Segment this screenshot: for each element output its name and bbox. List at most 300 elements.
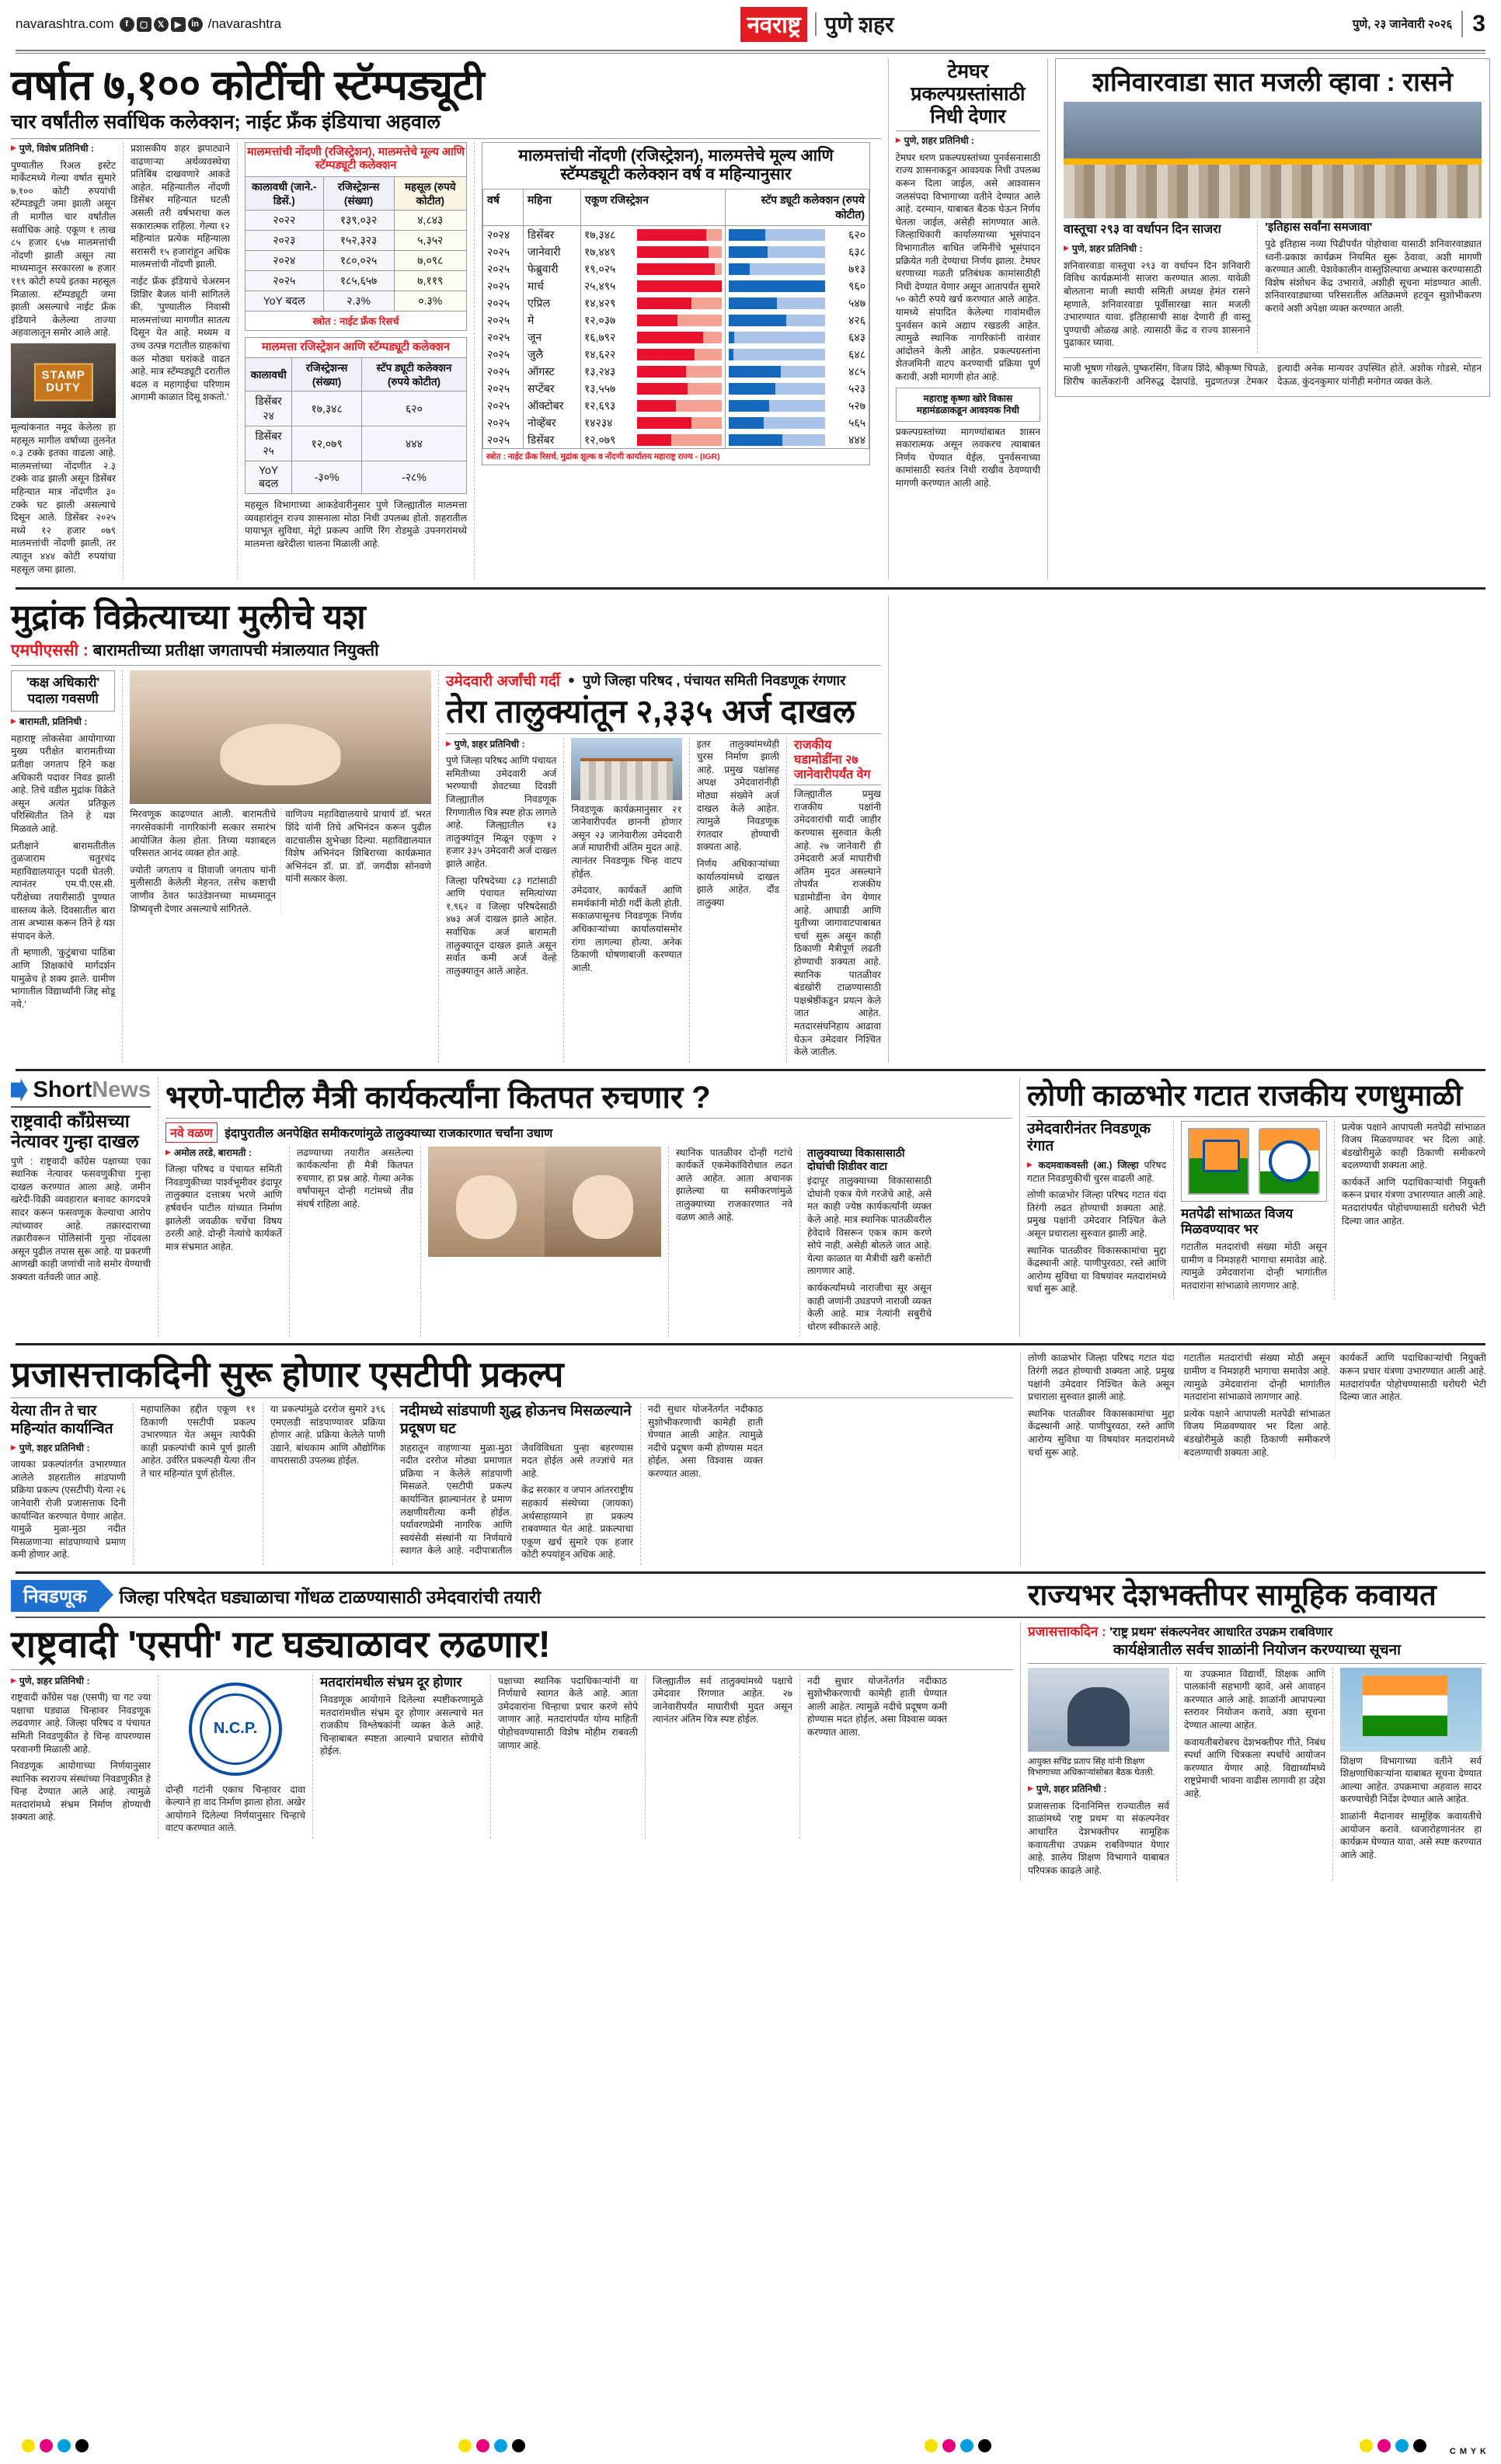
reg-dots-3 bbox=[925, 2439, 991, 2452]
chart-title: मालमत्तांची नोंदणी (रजिस्ट्रेशन), मालमत्तेचे मूल्य आणि स्टॅम्पड्यूटी कलेक्शन वर्ष व महिन्यानुसार bbox=[518, 147, 834, 184]
stampduty-value: ५६५ bbox=[848, 416, 865, 429]
registration-bar bbox=[637, 229, 722, 241]
yellow-dot-icon bbox=[458, 2439, 472, 2452]
black-dot-icon bbox=[978, 2439, 991, 2452]
table-row: २०२५ १८५,६५७ ७,११९ bbox=[246, 270, 467, 291]
bharne-kicker-body: इंदापुरातील अनपेक्षित समीकरणांमुळे तालुक्याच्या राजकारणात चर्चांना उधाण bbox=[225, 1126, 553, 1140]
kawayat-col-2 bbox=[1184, 1668, 1325, 1881]
zp-kicker-2: पुणे जिल्हा परिषद , पंचायत समिती निवडणूक रंगणार bbox=[582, 673, 846, 689]
chart-cell-registrations bbox=[581, 397, 726, 414]
registration-bar bbox=[637, 417, 722, 429]
stampduty-bar bbox=[729, 366, 825, 378]
chart-cell-month: जुलै bbox=[524, 346, 581, 363]
masthead-left bbox=[16, 16, 281, 32]
ncp-subhead: मतदारांमधील संभ्रम दूर होणार bbox=[320, 1674, 462, 1690]
lead-para-5: महसूल विभागाच्या आकडेवारीनुसार पुणे जिल्ह्यातील मालमत्ता व्यवहारांतून राज्य शासनाला मोठा निधी उपलब्ध होतो. शहरातील पायाभूत सुविधा, मेट्रो प्रकल्प आणि रिंग रोडमुळे उपनगरांमध्ये मालमत्ता खरेदीला चालना मिळाली आहे. bbox=[245, 499, 467, 550]
ncp-sub-para-1: निवडणूक आयोगाने दिलेल्या स्पष्टीकरणामुळे मतदारांमधील संभ्रम दूर होणार असल्याचे मत राजकीय विश्लेषकांनी व्यक्त केले आहे. चिन्हाबाबत स्पष्टता आल्याने प्रचारात सोयीचे होईल. bbox=[320, 1693, 483, 1757]
stampduty-value: ६४८ bbox=[848, 347, 865, 360]
loni-para-4: प्रत्येक पक्षाने आपापली मतपेढी सांभाळत विजय मिळवण्यावर भर दिला आहे. बंडखोरीमुळे काही ठिकाणी समीकरणे बदलण्याची शक्यता आहे. bbox=[1342, 1121, 1485, 1171]
loni-cont-2: स्थानिक पातळीवर विकासकामांचा मुद्दा केंद्रस्थानी आहे. पाणीपुरवठा, रस्ते आणि आरोग्य सुविधा या विषयांवर मतदारांमध्ये चर्चा सुरू आहे. bbox=[1028, 1408, 1175, 1458]
ncp-para-1: राष्ट्रवादी काँग्रेस पक्ष (एसपी) चा गट ज्या पक्षाचा घड्याळ चिन्हावर निवडणूक लढवणार आहे. जिल्हा परिषद व पंचायत समिती निवडणुकीत हे चिन्ह वापरण्यास परवानगी मिळाली आहे. bbox=[11, 1692, 151, 1755]
chart-cell-month: जून bbox=[524, 329, 581, 346]
mudrank-headline: मुद्रांक विक्रेत्याच्या मुलीचे यश bbox=[11, 598, 366, 637]
lead-col-1 bbox=[11, 142, 116, 579]
arrow-icon bbox=[11, 1078, 28, 1101]
kawayat-para-5: शाळांनी मैदानावर सामूहिक कवायतीचे आयोजन करावे. ध्वजारोहणानंतर हा कार्यक्रम घेण्यात यावा, असे स्पष्ट करण्यात आले आहे. bbox=[1340, 1810, 1482, 1860]
chart-table bbox=[482, 189, 869, 448]
social-handle[interactable]: /navarashtra bbox=[207, 16, 282, 31]
temghar-callout-box: महाराष्ट्र कृष्णा खोरे विकास महामंडळाकडून आवश्यक निधी bbox=[896, 388, 1040, 422]
bharne-divider-3 bbox=[668, 1147, 669, 1338]
bharne-box-col bbox=[807, 1147, 932, 1338]
chart-cell-stampduty bbox=[726, 431, 869, 448]
short-news-headline: राष्ट्रवादी काँग्रेसच्या नेत्यावर गुन्हा दाखल bbox=[11, 1110, 139, 1152]
bharne-kicker-tag: नवे वळण bbox=[165, 1122, 218, 1143]
mudrank-quote-head: 'कक्ष अधिकारी' पदाला गवसणी bbox=[11, 670, 115, 712]
loni-rule bbox=[1027, 1116, 1485, 1117]
chart-cell-registrations bbox=[581, 226, 726, 244]
lead-col-2 bbox=[131, 142, 230, 579]
stp-col-2 bbox=[141, 1403, 256, 1565]
shaniwarwada-caption-col bbox=[1064, 221, 1250, 353]
mudrank-rule bbox=[11, 665, 881, 666]
ncp-para-3: दोन्ही गटांनी एकाच चिन्हावर दावा केल्याने हा वाद निर्माण झाला होता. अखेर आयोगाने दिलेल्या निर्णयानुसार चिन्हाचे वाटप करण्यात आले. bbox=[165, 1784, 305, 1834]
chart-cell-registrations bbox=[581, 277, 726, 294]
chart-row bbox=[483, 414, 869, 431]
registration-bar bbox=[637, 366, 722, 378]
chart-row bbox=[483, 329, 869, 346]
chart-cell-year: २०२४ bbox=[483, 226, 524, 244]
dec-th-2: स्टॅप ड्यूटी कलेक्शन (रुपये कोटीत) bbox=[361, 358, 466, 392]
loni-col-3 bbox=[1342, 1121, 1485, 1300]
registration-bar bbox=[637, 246, 722, 258]
prateeksha-photo bbox=[130, 670, 431, 804]
section-rule-1 bbox=[16, 587, 1485, 590]
short-news-rule bbox=[11, 1106, 151, 1108]
stp-rule bbox=[11, 1397, 1013, 1398]
main-divider-1 bbox=[888, 58, 889, 579]
masthead bbox=[11, 0, 1490, 48]
zp-divider-1 bbox=[563, 738, 564, 1063]
kawayat-para-3: कवायतीबरोबरच देशभक्तीपर गीते, निबंध स्पर्धा आणि चित्रकला स्पर्धांचे आयोजन करण्यात येणार आहे. विद्यार्थ्यांमध्ये राष्ट्रप्रेमाची भावना वाढीस लागावी हा उद्देश आहे. bbox=[1184, 1736, 1325, 1799]
zp-sidebar-body: जिल्ह्यातील प्रमुख राजकीय पक्षांनी उमेदवारांची यादी जाहीर करण्यास सुरुवात केली आहे. २७ जानेवारी ही उमेदवारी अर्ज माघारीची अंतिम मुदत असल्याने तोपर्यंत राजकीय घडामोडींना वेग येणार आहे. आघाडी आणि युतीच्या जागावाटपाबाबत चर्चा सुरू असून काही ठिकाणी मैत्रीपूर्ण लढती होण्याची शक्यता आहे. स्थानिक पातळीवर बंडखोरी टाळण्यासाठी पक्षश्रेष्ठींकडून प्रयत्न केले जात आहेत. मतदारसंघनिहाय आढावा घेऊन उमेदवार निश्चित केले जातील. bbox=[794, 788, 881, 1058]
section-rule-2 bbox=[16, 1069, 1485, 1071]
stp-headline: प्रजासत्ताकदिनी सुरू होणार एसटीपी प्रकल्प bbox=[11, 1354, 564, 1395]
kawayat-rule bbox=[1028, 1663, 1486, 1664]
zp-election-story bbox=[446, 670, 881, 1062]
edition-name: पुणे शहर bbox=[824, 12, 894, 37]
bharne-patil-story bbox=[165, 1077, 1012, 1338]
zp-kicker: उमेदवारी अर्जांची गर्दी bbox=[446, 673, 560, 691]
social-icons bbox=[120, 17, 203, 32]
kawayat-dateline: पुणे, शहर प्रतिनिधी : bbox=[1036, 1784, 1107, 1795]
registration-bar bbox=[637, 400, 722, 412]
fourth-band bbox=[11, 1352, 1490, 1565]
short-news-block bbox=[11, 1077, 151, 1338]
facebook-icon[interactable]: f bbox=[120, 17, 134, 32]
chart-row bbox=[483, 226, 869, 244]
cmyk-label: C M Y K bbox=[1449, 2447, 1487, 2456]
website-url[interactable]: navarashtra.com bbox=[16, 16, 114, 31]
chart-cell-month: ऑगस्ट bbox=[524, 363, 581, 380]
second-band bbox=[11, 596, 1490, 1063]
masthead-rule bbox=[16, 50, 1485, 54]
registration-value: १२,०७९ bbox=[584, 433, 616, 446]
lead-story bbox=[11, 58, 881, 579]
stampduty-bar bbox=[729, 315, 825, 326]
chart-cell-stampduty bbox=[726, 294, 869, 311]
zp-rule bbox=[446, 733, 881, 734]
registration-bar bbox=[637, 383, 722, 395]
chart-cell-registrations bbox=[581, 243, 726, 260]
chart-cell-registrations bbox=[581, 294, 726, 311]
chart-cell-month: फेब्रुवारी bbox=[524, 260, 581, 277]
kawayat-col-1 bbox=[1028, 1668, 1169, 1881]
registration-value: १४,६२२ bbox=[584, 347, 616, 360]
shaniwarwada-inner-rule bbox=[1064, 357, 1482, 358]
stp-story bbox=[11, 1352, 1013, 1565]
loni-divider-1 bbox=[1173, 1121, 1174, 1300]
stampduty-value: ४८५ bbox=[848, 364, 865, 378]
short-news-label-1: Short bbox=[33, 1077, 92, 1102]
kawayat-col-3 bbox=[1340, 1668, 1482, 1881]
bharne-dateline: अमोल तरडे, बारामती : bbox=[173, 1147, 252, 1158]
ncp-logo-icon bbox=[189, 1683, 282, 1776]
zp-para-5: इतर तालुक्यांमध्येही चुरस निर्माण झाली आहे. प्रमुख पक्षांसह अपक्ष उमेदवारांनीही मोठ्या संख्येने अर्ज दाखल केले आहेत. त्यामुळे निवडणूक रंगतदार होण्याची शक्यता आहे. bbox=[696, 738, 780, 853]
chart-th-registrations: एकूण रजिस्ट्रेशन bbox=[581, 190, 726, 226]
cyan-dot-icon bbox=[960, 2439, 973, 2452]
chart-row bbox=[483, 260, 869, 277]
mudrank-body-row bbox=[11, 670, 881, 1062]
tables-column bbox=[245, 142, 467, 579]
registration-value: १२,६९३ bbox=[584, 398, 616, 412]
black-dot-icon bbox=[75, 2439, 89, 2452]
ncp-clock-icon bbox=[1259, 1128, 1320, 1195]
stampduty-bar bbox=[729, 400, 825, 412]
chart-header-row bbox=[483, 190, 869, 226]
annual-table-header-row bbox=[246, 176, 467, 210]
chart-cell-year: २०२५ bbox=[483, 414, 524, 431]
stampduty-bar bbox=[729, 434, 825, 446]
registration-value: १९,०२५ bbox=[584, 262, 616, 275]
chart-cell-month: नोव्हेंबर bbox=[524, 414, 581, 431]
chart-row bbox=[483, 397, 869, 414]
stampduty-bar bbox=[729, 263, 825, 275]
lead-subhead: चार वर्षांतील सर्वाधिक कलेक्शन; नाईट फ्रँक इंडियाचा अहवाल bbox=[11, 111, 441, 134]
annual-table-caption: मालमत्तांची नोंदणी (रजिस्ट्रेशन), मालमत्तेचे मूल्य आणि स्टॅम्पड्यूटी कलेक्शन bbox=[245, 142, 467, 176]
bharne-headline: भरणे-पाटील मैत्री कार्यकर्त्यांना कितपत रुचणार ? bbox=[165, 1080, 711, 1115]
zp-dateline: पुणे, शहर प्रतिनिधी : bbox=[454, 738, 525, 750]
bharne-para-1: जिल्हा परिषद व पंचायत समिती निवडणुकीच्या पार्श्वभूमीवर इंदापूर तालुक्यात दत्तात्रय भरणे आणि हर्षवर्धन पाटील यांच्यात निर्माण झालेली जवळीक चर्चेचा विषय ठरली आहे. दोन्ही नेत्यांचे कार्यकर्ते मात्र संभ्रमात आहेत. bbox=[165, 1164, 282, 1252]
stp-divider-4 bbox=[640, 1403, 641, 1565]
chart-cell-stampduty bbox=[726, 329, 869, 346]
ncp-divider-3 bbox=[490, 1675, 491, 1839]
registration-value: १३,२४३ bbox=[584, 364, 616, 378]
stp-box-head: नदीमध्ये सांडपाणी शुद्ध होऊनच मिसळल्याने प्रदूषण घट bbox=[400, 1403, 632, 1437]
loni-kalbhor-story bbox=[1027, 1077, 1485, 1338]
stampduty-bar bbox=[729, 280, 825, 292]
stampduty-bar bbox=[729, 383, 825, 395]
col-divider-2 bbox=[237, 142, 238, 579]
annual-th-1: रजिस्ट्रेशन्स (संख्या) bbox=[323, 176, 394, 210]
cyan-dot-icon bbox=[1395, 2439, 1409, 2452]
stp-dateline: पुणे, शहर प्रतिनिधी : bbox=[19, 1442, 90, 1453]
ncp-divider-2 bbox=[312, 1675, 313, 1839]
mudrank-subhead: बारामतीच्या प्रतीक्षा जगतापची मंत्रालयात नियुक्ती bbox=[92, 642, 379, 660]
chart-cell-year: २०२५ bbox=[483, 277, 524, 294]
instagram-icon[interactable]: ▢ bbox=[137, 17, 151, 32]
stampduty-bar bbox=[729, 332, 825, 343]
dec-th-0: कालावधी bbox=[246, 358, 292, 392]
bjp-lotus-icon bbox=[1188, 1128, 1249, 1195]
kawayat-kicker: प्रजासत्ताकदिन : bbox=[1028, 1624, 1106, 1639]
ncp-dateline: पुणे, शहर प्रतिनिधी : bbox=[19, 1675, 90, 1686]
mudrank-kicker: एमपीएससी : bbox=[11, 642, 89, 660]
x-twitter-icon[interactable]: 𝕏 bbox=[154, 17, 169, 32]
face-bharne bbox=[428, 1147, 545, 1257]
zp-col-3 bbox=[697, 738, 779, 1063]
reg-dots-2 bbox=[458, 2439, 525, 2452]
bharne-para-3: स्थानिक पातळीवर दोन्ही गटांचे कार्यकर्ते एकमेकांविरोधात लढत आले आहेत. आता अचानक झालेल्या या समीकरणांमुळे तालुक्याच्या राजकारणात नवे वळण आले आहे. bbox=[676, 1147, 792, 1223]
kawayat-photo bbox=[1028, 1668, 1169, 1752]
chart-cell-registrations bbox=[581, 431, 726, 448]
stp-para-1: जायका प्रकल्पांतर्गत उभारण्यात आलेले शहरातील सांडपाणी प्रक्रिया प्रकल्प (एसटीपी) येत्या २६ जानेवारी रोजी प्रजासत्ताक दिनी कार्यान्वित करण्यात येणार आहेत. यामुळे मुळा-मुठा नदीत मिसळणाऱ्या सांडपाण्याचे प्रमाण कमी होणार आहे. bbox=[11, 1459, 126, 1561]
registration-value: १७,३४८ bbox=[584, 228, 616, 241]
ncp-col-6 bbox=[807, 1675, 947, 1839]
annual-table bbox=[245, 142, 467, 311]
bharne-photo-col bbox=[428, 1147, 661, 1338]
shaniwarwada-divider bbox=[1257, 221, 1258, 353]
chart-cell-year: २०२५ bbox=[483, 363, 524, 380]
registration-bar bbox=[637, 298, 722, 309]
december-table-header-row bbox=[246, 358, 467, 392]
mudrank-para-3: ती म्हणाली, 'कुटुंबाचा पाठिंबा आणि शिक्षकांचे मार्गदर्शन यामुळेच हे शक्य झाले. ग्रामीण भागातील विद्यार्थ्यांनी जिद्द सोडू नये.' bbox=[11, 947, 116, 1010]
reg-dots-1 bbox=[22, 2439, 89, 2452]
chart-cell-month: जानेवारी bbox=[524, 243, 581, 260]
loni-cont-1: लोणी काळभोर जिल्हा परिषद गटात यंदा तिरंगी लढत होण्याची शक्यता आहे. प्रमुख पक्षांनी उमेदवार निश्चित केले असून प्रचाराला सुरुवात झाली आहे. bbox=[1028, 1352, 1175, 1403]
dec-th-1: रजिस्ट्रेशन्स (संख्या) bbox=[292, 358, 362, 392]
lead-para-4: नाईट फ्रँक इंडियाचे चेअरमन शिशिर बैजल यांनी सांगितले की, 'पुण्यातील निवासी मालमत्तांच्या मागणीत सातत्य दिसून येत आहे. मध्यम व उच्च उत्पन्न गटातील ग्राहकांचा कल मोठ्या घरांकडे वाढत आहे. मात्र स्टॅम्पड्यूटी दरातील बदल व महागाईचा परिणाम आगामी काळात दिसू शकतो.' bbox=[131, 276, 230, 403]
mudrank-para-4: मिरवणूक काढण्यात आली. बारामतीचे नगरसेवकांनी नागरिकांनी सत्कार समारंभ आयोजित केला होता. तिच्या यशाबद्दल परिसरात आनंद व्यक्त होत आहे. bbox=[130, 809, 277, 859]
zp-bullet-icon bbox=[563, 673, 580, 687]
zp-headline: तेरा तालुक्यांतून २,३३५ अर्ज दाखल bbox=[446, 693, 855, 730]
lead-dateline: पुणे, विशेष प्रतिनिधी : bbox=[19, 143, 95, 155]
zp-divider-2 bbox=[689, 738, 690, 1063]
fifth-band bbox=[11, 1622, 1490, 1881]
ncp-col-1 bbox=[11, 1675, 151, 1839]
zp-col-2 bbox=[571, 738, 681, 1063]
zp-para-2: जिल्हा परिषदेच्या ८३ गटांसाठी आणि पंचायत समित्यांच्या १,९६२ व जिल्हा परिषदेसाठी ४७३ अर्ज दाखल झाले आहेत. सर्वाधिक अर्ज बारामती तालुक्यातून दाखल झाले असून सर्वात कमी अर्ज वेल्हे तालुक्यातून आले आहेत. bbox=[446, 875, 557, 976]
zp-divider-3 bbox=[786, 738, 787, 1063]
page-number: 3 bbox=[1461, 11, 1485, 37]
stampduty-value: ४२६ bbox=[848, 313, 865, 326]
bharne-box-head: तालुक्याच्या विकासासाठी दोघांची शिडीवर वाटा bbox=[807, 1146, 905, 1172]
kawayat-headline: राज्यभर देशभक्तीपर सामूहिक कवायत bbox=[1028, 1578, 1437, 1612]
chart-cell-stampduty bbox=[726, 226, 869, 244]
stampduty-bar bbox=[729, 298, 825, 309]
mudrank-photo-col bbox=[130, 670, 431, 1062]
loni-para-3: गटातील मतदारांची संख्या मोठी असून ग्रामीण व निमशहरी भागाचा समावेश आहे. त्यामुळे उमेदवारांना दोन्ही भागांतील मतदारांना सांभाळावे लागणार आहे. bbox=[1181, 1241, 1328, 1292]
kawayat-story bbox=[1028, 1622, 1486, 1881]
chart-cell-stampduty bbox=[726, 277, 869, 294]
linkedin-icon[interactable]: in bbox=[188, 17, 203, 32]
bharne-col-1 bbox=[165, 1147, 282, 1338]
third-divider-2 bbox=[1019, 1077, 1020, 1338]
top-section bbox=[11, 58, 1490, 579]
kawayat-subhead: कार्यक्षेत्रातील सर्वच शाळांनी नियोजन करण्याच्या सूचना bbox=[1113, 1641, 1402, 1658]
loni-divider-2 bbox=[1334, 1121, 1335, 1300]
shaniwarwada-headline: शनिवारवाडा सात मजली व्हावा : रासने bbox=[1092, 68, 1453, 97]
cyan-dot-icon bbox=[494, 2439, 507, 2452]
main-divider-3 bbox=[888, 596, 889, 1063]
yellow-dot-icon bbox=[1360, 2439, 1373, 2452]
zp-para-6: निर्णय अधिकाऱ्यांच्या कार्यालयांमध्ये दाखल झाले आहेत. दौंड तालुक्या bbox=[696, 858, 780, 908]
brand-divider bbox=[815, 12, 817, 36]
stp-divider-1 bbox=[133, 1403, 134, 1565]
registration-chart bbox=[482, 142, 870, 579]
loni-logo-col bbox=[1181, 1121, 1327, 1300]
loni-continuation bbox=[1028, 1352, 1486, 1565]
mudrank-dateline: बारामती, प्रतिनिधी : bbox=[19, 716, 88, 728]
tricolor-flag-photo bbox=[1340, 1668, 1482, 1752]
chart-cell-year: २०२५ bbox=[483, 329, 524, 346]
mudrank-divider-1 bbox=[122, 670, 123, 1062]
ncp-col-4 bbox=[498, 1675, 638, 1839]
loni-para-1: लोणी काळभोर जिल्हा परिषद गटात यंदा तिरंगी लढत होण्याची शक्यता आहे. प्रमुख पक्षांनी उमेदवार निश्चित केले असून प्रचाराला सुरुवात झाली आहे. bbox=[1027, 1189, 1167, 1240]
registration-value: १३,५५७ bbox=[584, 381, 616, 395]
short-news-label-2: News bbox=[92, 1077, 151, 1102]
lead-body-row bbox=[11, 142, 881, 579]
zp-para-4: उमेदवार, कार्यकर्ते आणि समर्थकांनी मोठी गर्दी केली होती. सकाळपासूनच निवडणूक निर्णय अधिकाऱ्यांच्या कार्यालयांसमोर रांगा लागल्या होत्या. अनेक ठिकाणी घोषणाबाजी करण्यात आली. bbox=[571, 885, 682, 973]
cyan-dot-icon bbox=[57, 2439, 71, 2452]
party-logos bbox=[1181, 1121, 1327, 1202]
loni-headline: लोणी काळभोर गटात राजकीय रणधुमाळी bbox=[1027, 1079, 1463, 1112]
chart-row bbox=[483, 311, 869, 329]
loni-para-2: स्थानिक पातळीवर विकासकामांचा मुद्दा केंद्रस्थानी आहे. पाणीपुरवठा, रस्ते आणि आरोग्य सुविधा या विषयांवर मतदारांमध्ये चर्चा सुरू आहे. bbox=[1027, 1244, 1167, 1295]
brand-logo: नवराष्ट्र bbox=[740, 7, 808, 42]
section-rule-3 bbox=[16, 1343, 1485, 1345]
kawayat-photo-caption: आयुक्त सचिंद्र प्रताप सिंह यांनी शिक्षण विभागाच्या अधिकाऱ्यांसोबत बैठक घेतली. bbox=[1028, 1756, 1155, 1777]
mudrank-para-5: ज्योती जगताप व शिवाजी जगताप यांनी मुलीसाठी केलेली मेहनत, तसेच कष्टाची जाणीव ठेवत फाउंडेशनच्या माध्यमातून शिष्यवृत्ती देणार असल्याचे सांगितले. bbox=[130, 864, 277, 914]
magenta-dot-icon bbox=[40, 2439, 53, 2452]
loni-cont-4: प्रत्येक पक्षाने आपापली मतपेढी सांभाळत विजय मिळवण्यावर भर दिला आहे. बंडखोरीमुळे काही ठिकाणी समीकरणे बदलण्याची शक्यता आहे. bbox=[1183, 1408, 1331, 1458]
stp-col-5 bbox=[648, 1403, 763, 1565]
shaniwarwada-story bbox=[1055, 58, 1490, 579]
col-divider-1 bbox=[123, 142, 124, 579]
black-dot-icon bbox=[1413, 2439, 1426, 2452]
magenta-dot-icon bbox=[942, 2439, 956, 2452]
chart-cell-registrations bbox=[581, 346, 726, 363]
stampduty-value: ५४७ bbox=[848, 296, 865, 309]
chart-th-month: महिना bbox=[524, 190, 581, 226]
chart-cell-registrations bbox=[581, 414, 726, 431]
col-divider-3 bbox=[474, 142, 475, 579]
ncp-divider-5 bbox=[799, 1675, 800, 1839]
short-news-logo bbox=[11, 1077, 151, 1103]
december-table bbox=[245, 337, 467, 494]
shaniwarwada-dateline: पुणे, शहर प्रतिनिधी : bbox=[1071, 243, 1143, 255]
chart-cell-stampduty bbox=[726, 243, 869, 260]
loni-subhead: उमेदवारीनंतर निवडणूक रंगात bbox=[1027, 1120, 1151, 1155]
chart-cell-year: २०२५ bbox=[483, 380, 524, 397]
chart-cell-registrations bbox=[581, 380, 726, 397]
zp-sidebar-head: राजकीय घडामोडींना २७ जानेवारीपर्यंत वेग bbox=[794, 738, 871, 782]
ncp-logo-col bbox=[165, 1675, 305, 1839]
kawayat-divider-1 bbox=[1176, 1668, 1177, 1881]
ncp-divider-4 bbox=[645, 1675, 646, 1839]
chart-row bbox=[483, 294, 869, 311]
bharne-para-2: लढण्याच्या तयारीत असलेल्या कार्यकर्त्यांना ही मैत्री कितपत रुचणार, हा प्रश्न आहे. गेल्या अनेक वर्षांपासून दोन्ही गटांमध्ये तीव्र संघर्ष राहिला आहे. bbox=[297, 1147, 413, 1210]
mudrank-col-1 bbox=[11, 670, 115, 1062]
chart-source-text: स्त्रोत : नाईट फ्रँक रिसर्च, मुद्रांक शुल्क व नोंदणी कार्यालय महाराष्ट्र राज्य - (IGR) bbox=[486, 452, 720, 462]
chart-cell-stampduty bbox=[726, 414, 869, 431]
registration-bar bbox=[637, 332, 722, 343]
kawayat-para-1: प्रजासत्ताक दिनानिमित्त राज्यातील सर्व शाळांमध्ये 'राष्ट्र प्रथम' या संकल्पनेवर आधारित देशभक्तीपर सामूहिक कवायतीचा उपक्रम राबविण्यात येणार आहे. शालेय शिक्षण विभागाने याबाबत परिपत्रक काढले आहे. bbox=[1028, 1800, 1169, 1876]
shaniwarwada-quote-title: 'इतिहास सर्वांना समजावा' bbox=[1265, 221, 1373, 235]
chart-cell-month: मे bbox=[524, 311, 581, 329]
bharne-para-4: कार्यकर्त्यांमध्ये नाराजीचा सूर असून काही जणांनी उघडपणे नाराजी व्यक्त केली आहे. मात्र नेत्यांनी सबुरीचे धोरण स्वीकारले आहे. bbox=[807, 1282, 932, 1332]
chart-cell-stampduty bbox=[726, 346, 869, 363]
chart-cell-year: २०२५ bbox=[483, 243, 524, 260]
bharne-divider-2 bbox=[420, 1147, 421, 1338]
registration-bar bbox=[637, 315, 722, 326]
chart-cell-month: मार्च bbox=[524, 277, 581, 294]
stampduty-value: ६२० bbox=[848, 228, 865, 241]
lead-para-2: मूल्यांकनात नमूद केलेला हा महसूल मागील वर्षाच्या तुलनेत ०.३ टक्के इतका वाढला आहे. मालमत्तांच्या नोंदणीत २.३ टक्के वाढ झाली असून डिसेंबर महिन्यात मात्र नोंदणीत ३० टक्के घट झाली असल्याचे दिसून आले. डिसेंबर २०२५ मध्ये १२ हजार ०७९ मालमत्तांची नोंदणी झाली, तर त्यातून ४४४ कोटी रुपयांचा महसूल जमा झाला. bbox=[11, 421, 116, 575]
temghar-story bbox=[896, 58, 1040, 579]
shaniwarwada-attendees: माजी भूषण गोखले, पुष्करसिंग, विजय शिंदे, श्रीकृष्ण चिपळे, शिरीष कार्लेकरांनी अनिरुद्ध देशपांडे, मुद्रणतज्ज्ञ टेमकर इत्यादी अनेक मान्यवर उपस्थित होते. अशोक गोडसे, मोहन देऊळ, कुंदनकुमार यांनीही मनोगत व्यक्त केले. bbox=[1064, 363, 1482, 387]
bharne-box-body: इंदापूर तालुक्याच्या विकासासाठी दोघांनी एकत्र येणे गरजेचे आहे, असे मत काही ज्येष्ठ कार्यकर्त्यांनी व्यक्त केले आहे. मात्र स्थानिक पातळीवरील हेवेदावे विसरून एकत्र काम करणे सोपे नाही, असेही बोलले जात आहे. येत्या काळात या मैत्रीची खरी कसोटी लागणार आहे. bbox=[807, 1175, 932, 1277]
shaniwarwada-body: शनिवारवाडा वास्तूचा २९३ वा वर्धापन दिन शनिवारी विविध कार्यक्रमांनी साजरा करण्यात आला. यावेळी बोलताना माजी स्थायी समिती अध्यक्ष हेमंत रासने म्हणाले, शनिवारवाडा पूर्वीसारखा सात मजली उभारण्यात यावा. इतिहासाची साक्ष देणारी ही वास्तू पुण्याची ओळख आहे. त्यासाठी केंद्र व राज्य शासनाने पुढाकार घ्यावा. bbox=[1064, 259, 1251, 349]
loni-highlight: मतपेढी सांभाळत विजय मिळवण्यावर भर bbox=[1181, 1206, 1294, 1237]
bharne-divider-4 bbox=[799, 1147, 800, 1338]
shaniwarwada-photo bbox=[1064, 102, 1482, 218]
shaniwarwada-quote-col bbox=[1265, 221, 1482, 353]
stampduty-value: ६४३ bbox=[848, 330, 865, 343]
stp-box-body: शहरातून वाहणाऱ्या मुळा-मुठा नदीत दररोज मोठ्या प्रमाणात प्रक्रिया न केलेले सांडपाणी मिसळते. एसटीपी प्रकल्प कार्यान्वित झाल्यानंतर हे प्रमाण लक्षणीयरीत्या कमी होईल. पर्यावरणप्रेमी नागरिक आणि स्वयंसेवी संस्थांनी या निर्णयाचे स्वागत केले आहे. नदीपात्रातील जैवविविधता पुन्हा बहरण्यास मदत होईल असे तज्ज्ञांचे मत आहे. bbox=[400, 1442, 633, 1557]
nivadnuk-tab[interactable]: निवडणूक bbox=[11, 1580, 99, 1612]
ncp-col-5 bbox=[653, 1675, 792, 1839]
lead-rule bbox=[11, 138, 881, 139]
ncp-extra-para: नदी सुधार योजनेंतर्गत नदीकाठ सुशोभीकरणाची कामेही हाती घेण्यात आली आहेत. त्यामुळे नदीचे प्रदूषण कमी होण्यास मदत होईल, असा विश्वास व्यक्त करण्यात आला. bbox=[807, 1675, 947, 1738]
kawayat-divider-2 bbox=[1332, 1668, 1333, 1881]
registration-bar bbox=[637, 434, 722, 446]
december-table-body bbox=[246, 392, 467, 494]
stp-para-4: केंद्र सरकार व जपान आंतरराष्ट्रीय सहकार्य संस्थेच्या (जायका) अर्थसाहाय्याने हा प्रकल्प राबवण्यात येत आहे. प्रकल्पाचा एकूण खर्च सुमारे एक हजार कोटी रुपयांहून अधिक आहे. bbox=[521, 1484, 633, 1561]
mudrank-para-2: प्रतीक्षाने बारामतीतील तुळजाराम चतुरचंद महाविद्यालयातून पदवी घेतली. त्यानंतर एम.पी.एस.सी. परीक्षेच्या तयारीसाठी पुण्यात वास्तव्य केले. दिवसातील बारा तास अभ्यास करून तिने हे यश संपादन केले. bbox=[11, 840, 116, 941]
registration-value: १२,०३७ bbox=[584, 313, 616, 326]
chart-cell-year: २०२५ bbox=[483, 397, 524, 414]
chart-cell-year: २०२५ bbox=[483, 311, 524, 329]
chart-cell-stampduty bbox=[726, 363, 869, 380]
zp-col-1 bbox=[446, 738, 556, 1063]
chart-cell-stampduty bbox=[726, 311, 869, 329]
mudrank-para-6: वाणिज्य महाविद्यालयाचे प्राचार्य डॉ. भरत शिंदे यांनी तिचे अभिनंदन करून पुढील वाटचालीस शुभेच्छा दिल्या. महाविद्यालयात विशेष अभिनंदन शिबिराच्या कार्यक्रमात अभिनंदन डॉ. प्रा. डॉ. जगदीश सोनवणे यांनी सत्कार केला. bbox=[285, 809, 431, 885]
mudrank-para-1: महाराष्ट्र लोकसेवा आयोगाच्या मुख्य परीक्षेत बारामतीच्या प्रतीक्षा जगताप हिने कक्ष अधिकारी पदावर निवड झाली आहे. तिचे वडील मुद्रांक विक्रेते असून अत्यंत प्रतिकूल परिस्थितीत तिने हे यश मिळवले आहे. bbox=[11, 733, 116, 835]
shaniwarwada-quote-body: पुढे इतिहास नव्या पिढीपर्यंत पोहोचावा यासाठी शनिवारवाड्यात ध्वनी-प्रकाश कार्यक्रम नियमित सुरू ठेवावा, अशी मागणी करण्यात आली. पेशवेकालीन वास्तुशिल्पाचा अभ्यास करण्यासाठी विशेष संशोधन केंद्र उभारावे, अशीही सूचना मांडण्यात आली. शनिवारवाड्याच्या परिसरातील अतिक्रमणे हटवून सुशोभीकरण करावे अशी अपेक्षा व्यक्त करण्यात आली. bbox=[1265, 238, 1482, 315]
stp-para-3: या प्रकल्पांमुळे दररोज सुमारे ३९६ एमएलडी सांडपाण्यावर प्रक्रिया होणार आहे. प्रक्रिया केलेले पाणी उद्याने, बांधकाम आणि औद्योगिक वापरासाठी उपलब्ध होईल. bbox=[270, 1404, 385, 1467]
chart-cell-month: डिसेंबर bbox=[524, 431, 581, 448]
youtube-icon[interactable]: ▶ bbox=[171, 17, 186, 32]
table-row: २०२४ १८०,०२५ ७,०९८ bbox=[246, 250, 467, 270]
reg-dots-4 bbox=[1360, 2439, 1426, 2452]
short-news-body: पुणे : राष्ट्रवादी काँग्रेस पक्षाच्या एका स्थानिक नेत्यावर फसवणुकीचा गुन्हा दाखल करण्यात आला आहे. जमीन खरेदी-विक्री व्यवहारात बनावट कागदपत्रे सादर करून फसवणूक केल्याचा आरोप त्यांच्यावर आहे. तक्रारदाराच्या तक्रारीवरून पोलिसांनी गुन्हा नोंदवला असून पुढील तपास सुरू आहे. या प्रकरणी आणखी काही जणांची नावे समोर येण्याची शक्यता वर्तवली जात आहे. bbox=[11, 1155, 151, 1282]
stampduty-value: ४४४ bbox=[848, 433, 865, 446]
temghar-dateline: पुणे, शहर प्रतिनिधी : bbox=[904, 135, 975, 147]
loni-cont-3: गटातील मतदारांची संख्या मोठी असून ग्रामीण व निमशहरी भागाचा समावेश आहे. त्यामुळे उमेदवारांना दोन्ही भागांतील मतदारांना सांभाळावे लागणार आहे. bbox=[1183, 1352, 1331, 1403]
chart-cell-month: सप्टेंबर bbox=[524, 380, 581, 397]
stampduty-bar bbox=[729, 417, 825, 429]
